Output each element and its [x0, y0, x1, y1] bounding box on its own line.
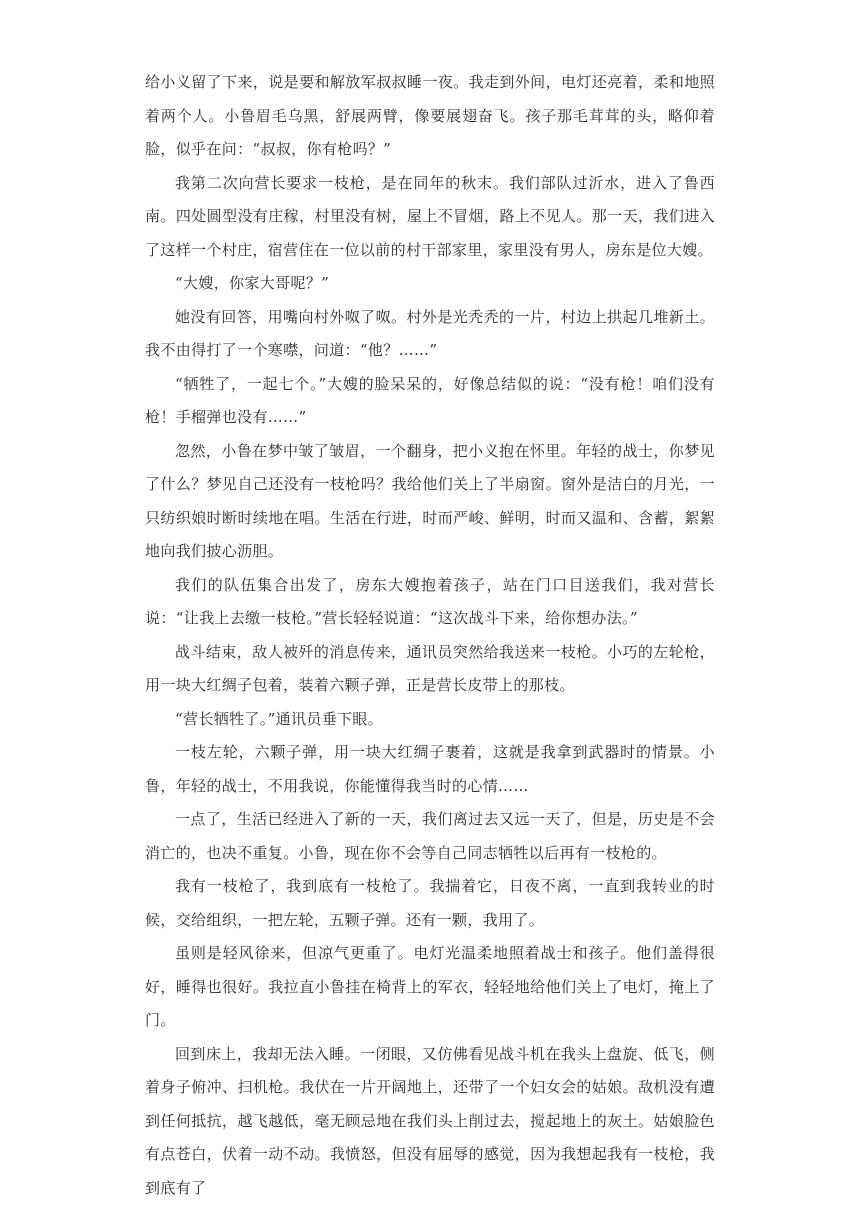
paragraph-2: 我第二次向营长要求一枝枪，是在同年的秋末。我们部队过沂水，进入了鲁西南。四处圆型没有庄稼，村里没有树，屋上不冒烟，路上不见人。那一天，我们进入了这样一个村庄，宿营住在一位以前的村干部家里，家里没有男人，房东是位大嫂。 [145, 173, 715, 259]
paragraph-10: 一枝左轮，六颗子弹，用一块大红绸子裹着，这就是我拿到武器时的情景。小鲁，年轻的战士，不用我说，你能懂得我当时的心情…… [145, 743, 715, 795]
paragraph-7: 我们的队伍集合出发了，房东大嫂抱着孩子，站在门口目送我们，我对营长说：“让我上去缴一枝枪。”营长轻轻说道：“这次战斗下来，给你想办法。” [145, 575, 715, 627]
paragraph-13: 虽则是轻风徐来，但凉气更重了。电灯光温柔地照着战士和孩子。他们盖得很好，睡得也很好。我拉直小鲁挂在椅背上的军衣，轻轻地给他们关上了电灯，掩上了门。 [145, 944, 715, 1029]
paragraph-9: “营长牺牲了。”通讯员垂下眼。 [175, 709, 384, 728]
paragraph-6: 忽然，小鲁在梦中皱了皱眉，一个翻身，把小义抱在怀里。年轻的战士，你梦见了什么？梦见自己还没有一枝枪吗？我给他们关上了半扇窗。窗外是洁白的月光，一只纺织娘时断时续地在唱。生活在行进，时而严峻、鲜明，时而又温和、含蓄，絮絮地向我们披心沥胆。 [145, 441, 715, 560]
paragraph-5: “牺牲了，一起七个。”大嫂的脸呆呆的，好像总结似的说：“没有枪！咱们没有枪！手榴弹也没有……” [145, 374, 715, 426]
paragraph-4: 她没有回答，用嘴向村外呶了呶。村外是光秃秃的一片，村边上拱起几堆新土。我不由得打了一个寒噤，问道：“他？……” [145, 307, 715, 359]
paragraph-14: 回到床上，我却无法入睡。一闭眼，又仿佛看见战斗机在我头上盘旋、低飞，侧着身子俯冲、扫机枪。我伏在一片开阔地上，还带了一个妇女会的姑娘。敌机没有遭到任何抵抗，越飞越低，毫无顾忌地在我们头上削过去，搅起地上的灰土。姑娘脸色有点苍白，伏着一动不动。我愤怒，但没有屈辱的感觉，因为我想起我有一枝枪，我到底有了 [145, 1044, 715, 1197]
paragraph-11: 一点了，生活已经进入了新的一天，我们离过去又远一天了，但是，历史是不会消亡的，也决不重复。小鲁，现在你不会等自己同志牺牲以后再有一枝枪的。 [145, 810, 715, 862]
paragraph-12: 我有一枝枪了，我到底有一枝枪了。我揣着它，日夜不离，一直到我转业的时候，交给组织，一把左轮，五颗子弹。还有一颗，我用了。 [145, 877, 715, 929]
article-body [145, 66, 715, 1205]
paragraph-3: “大嫂，你家大哥呢？” [175, 274, 330, 292]
paragraph-8: 战斗结束，敌人被歼的消息传来，通讯员突然给我送来一枝枪。小巧的左轮枪，用一块大红绸子包着，装着六颗子弹，正是营长皮带上的那枝。 [145, 642, 715, 694]
paragraph-1: 给小义留了下来，说是要和解放军叔叔睡一夜。我走到外间，电灯还亮着，柔和地照着两个人。小鲁眉毛乌黑，舒展两臂，像要展翅奋飞。孩子那毛茸茸的头，略仰着脸，似乎在问：“叔叔，你有枪吗？” [145, 73, 715, 158]
